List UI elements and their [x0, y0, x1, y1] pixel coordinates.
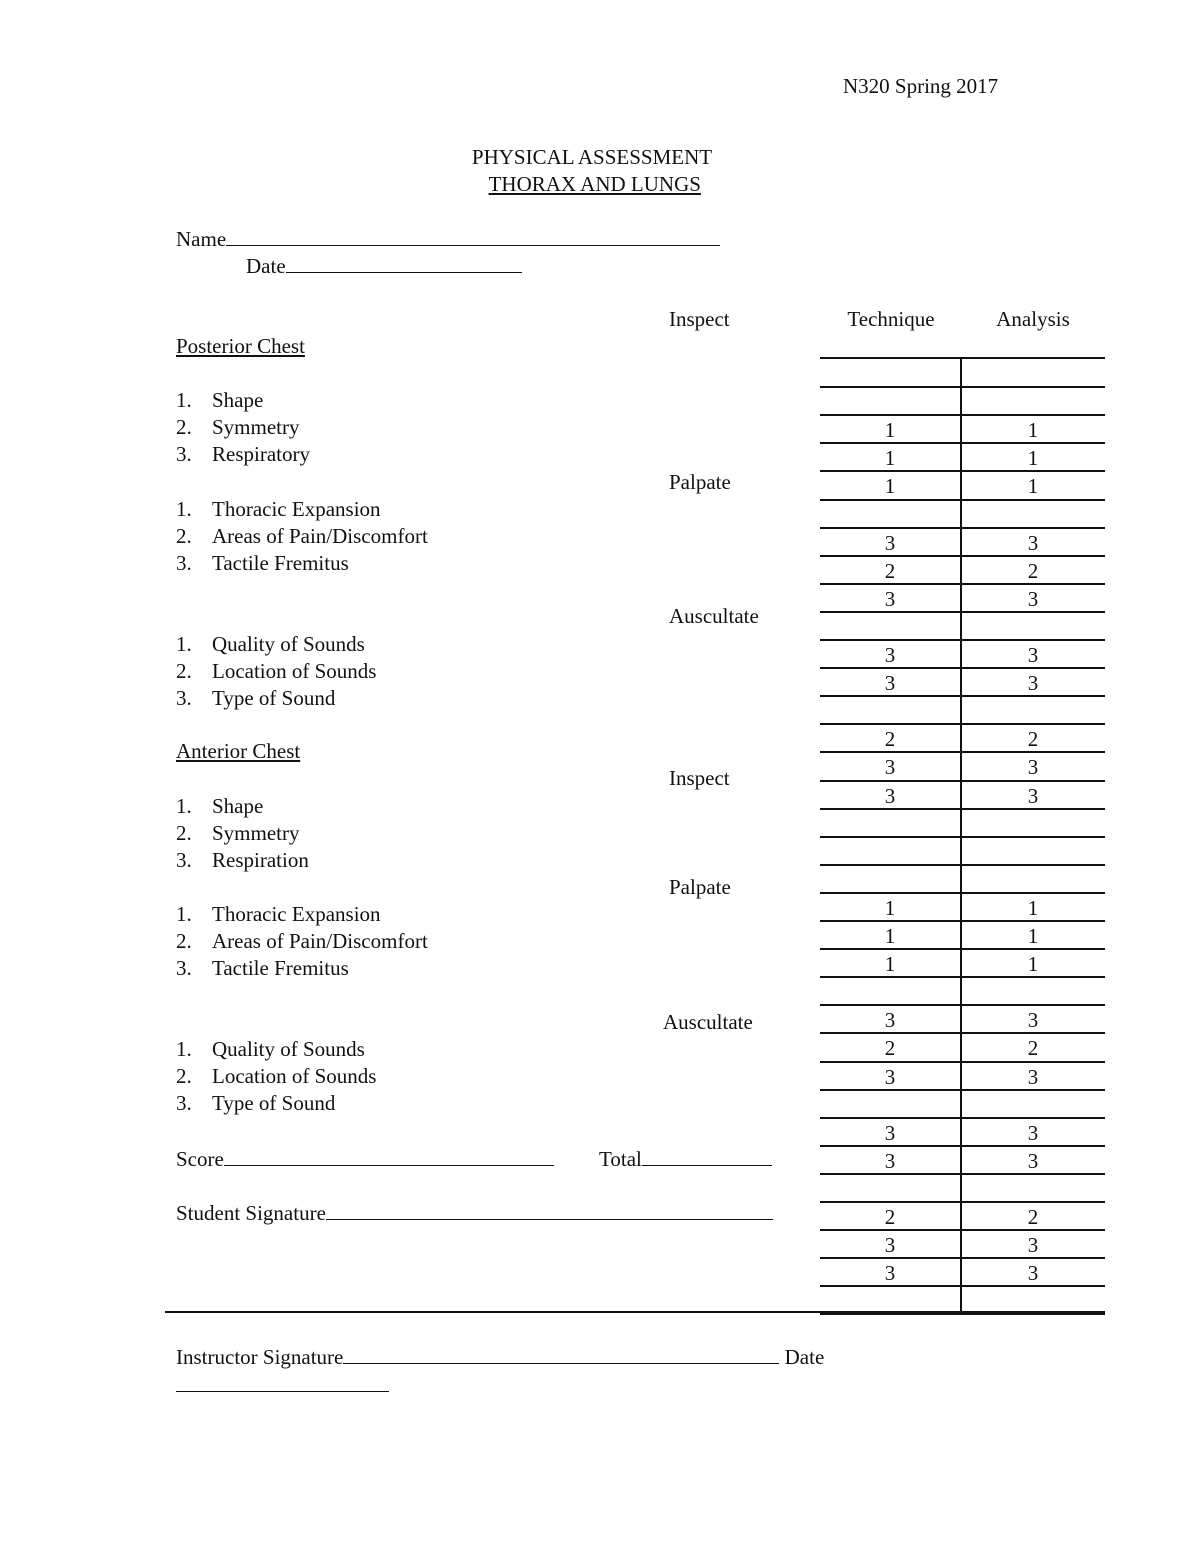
- instructor-date-blank[interactable]: [176, 1371, 389, 1392]
- student-signature-label: Student Signature: [176, 1201, 326, 1225]
- posterior-palpate-label: Palpate: [669, 470, 731, 494]
- grid-row-rule: [820, 527, 1105, 529]
- technique-cell[interactable]: 3: [884, 643, 896, 667]
- grid-row-rule: [820, 808, 1105, 810]
- grid-row-rule: [820, 920, 1105, 922]
- grid-row-rule: [820, 386, 1105, 388]
- grid-row-rule: [820, 499, 1105, 501]
- list-item: 3. Type of Sound: [176, 686, 336, 710]
- anterior-palpate-label: Palpate: [669, 875, 731, 899]
- list-item: 2. Areas of Pain/Discomfort: [176, 524, 428, 548]
- analysis-cell[interactable]: 3: [1027, 755, 1039, 780]
- analysis-cell[interactable]: 2: [1027, 727, 1039, 752]
- technique-cell[interactable]: 1: [884, 952, 896, 977]
- analysis-cell[interactable]: 2: [1027, 1036, 1039, 1061]
- grid-row-rule: [820, 1089, 1105, 1091]
- technique-cell[interactable]: 3: [884, 1008, 896, 1033]
- analysis-cell[interactable]: 3: [1027, 1261, 1039, 1286]
- list-item: 1. Shape: [176, 388, 264, 412]
- technique-cell[interactable]: 3: [884, 671, 896, 696]
- grid-row-rule: [820, 780, 1105, 782]
- name-blank[interactable]: [226, 225, 720, 246]
- analysis-cell[interactable]: 3: [1027, 586, 1039, 611]
- grid-row-rule: [820, 695, 1105, 697]
- grid-row-rule: [820, 892, 1105, 894]
- technique-cell[interactable]: 1: [884, 474, 896, 499]
- date-field[interactable]: [246, 252, 522, 279]
- list-item: 2. Areas of Pain/Discomfort: [176, 929, 428, 953]
- analysis-cell[interactable]: 1: [1027, 952, 1039, 977]
- instructor-signature-field[interactable]: [176, 1343, 824, 1370]
- list-item: 3. Type of Sound: [176, 1091, 336, 1115]
- name-field[interactable]: [176, 225, 720, 252]
- grid-row-rule: [820, 1117, 1105, 1119]
- list-item: 1. Thoracic Expansion: [176, 902, 381, 926]
- posterior-inspect-label: Inspect: [669, 307, 730, 331]
- posterior-heading: Posterior Chest: [176, 334, 305, 358]
- grid-row-rule: [820, 1257, 1105, 1259]
- grid-row-rule: [820, 1229, 1105, 1231]
- list-item: 3. Tactile Fremitus: [176, 551, 349, 575]
- analysis-cell[interactable]: 1: [1027, 474, 1039, 499]
- form-subtitle-text: THORAX AND LUNGS: [488, 172, 701, 196]
- technique-cell[interactable]: 3: [884, 1064, 896, 1089]
- technique-cell[interactable]: 3: [884, 586, 896, 611]
- technique-cell[interactable]: 3: [884, 1148, 896, 1173]
- technique-cell[interactable]: 3: [884, 1120, 896, 1145]
- anterior-auscultate-label: Auscultate: [663, 1010, 753, 1034]
- list-item: 1. Thoracic Expansion: [176, 497, 381, 521]
- technique-cell[interactable]: 2: [884, 1036, 896, 1061]
- technique-cell[interactable]: 3: [884, 783, 896, 808]
- technique-cell[interactable]: 3: [884, 530, 896, 555]
- total-label: Total: [599, 1147, 642, 1171]
- technique-cell[interactable]: 2: [884, 558, 896, 583]
- list-item: 3. Respiration: [176, 848, 309, 872]
- list-item: 2. Symmetry: [176, 415, 300, 439]
- analysis-cell[interactable]: 1: [1027, 924, 1039, 948]
- list-item: 1. Shape: [176, 794, 264, 818]
- analysis-cell[interactable]: 3: [1027, 530, 1039, 555]
- anterior-heading: Anterior Chest: [176, 739, 301, 763]
- list-item: 2. Symmetry: [176, 821, 300, 845]
- grid-row-rule: [820, 1313, 1105, 1315]
- technique-cell[interactable]: 2: [884, 1205, 896, 1229]
- instructor-date-field[interactable]: [176, 1371, 389, 1398]
- grid-row-rule: [820, 555, 1105, 557]
- score-field[interactable]: [176, 1145, 554, 1172]
- analysis-cell[interactable]: 1: [1027, 418, 1039, 443]
- grid-row-rule: [820, 442, 1105, 444]
- grid-row-rule: [820, 723, 1105, 725]
- list-item: 2. Location of Sounds: [176, 659, 377, 683]
- analysis-cell[interactable]: 3: [1027, 1120, 1039, 1145]
- technique-cell[interactable]: 3: [884, 1261, 896, 1286]
- list-item: 1. Quality of Sounds: [176, 1037, 365, 1061]
- technique-cell[interactable]: 2: [884, 727, 896, 752]
- grid-row-rule: [820, 1032, 1105, 1034]
- technique-cell[interactable]: 1: [884, 418, 896, 443]
- list-item: 3. Respiratory: [176, 442, 310, 466]
- grid-row-rule: [820, 639, 1105, 641]
- grid-row-rule: [820, 1145, 1105, 1147]
- grid-row-rule: [820, 1061, 1105, 1063]
- list-item: 1. Quality of Sounds: [176, 632, 365, 656]
- analysis-cell[interactable]: 1: [1027, 895, 1039, 920]
- grid-row-rule: [820, 1201, 1105, 1203]
- technique-cell[interactable]: 1: [884, 895, 896, 920]
- technique-cell[interactable]: 1: [884, 924, 896, 948]
- date-label: Date: [246, 254, 286, 278]
- grid-row-rule: [820, 611, 1105, 613]
- technique-cell[interactable]: 3: [884, 755, 896, 780]
- form-subtitle: [0, 171, 1200, 197]
- analysis-cell[interactable]: 3: [1027, 643, 1039, 667]
- analysis-cell[interactable]: 2: [1027, 1205, 1039, 1229]
- analysis-cell[interactable]: 3: [1027, 1148, 1039, 1173]
- list-item: 3. Tactile Fremitus: [176, 956, 349, 980]
- grid-row-rule: [820, 414, 1105, 416]
- grid-row-rule: [820, 751, 1105, 753]
- form-title: PHYSICAL ASSESSMENT: [471, 145, 713, 169]
- grid-row-rule: [820, 470, 1105, 472]
- instructor-date-label: Date: [784, 1345, 825, 1369]
- instructor-signature-label: Instructor Signature: [176, 1345, 344, 1369]
- grid-row-rule: [820, 948, 1105, 950]
- grid-row-rule: [820, 583, 1105, 585]
- page-divider: [165, 1311, 1105, 1313]
- list-item: 2. Location of Sounds: [176, 1064, 377, 1088]
- technique-header: Technique: [847, 307, 935, 331]
- grid-row-rule: [820, 976, 1105, 978]
- student-signature-blank[interactable]: [326, 1199, 773, 1220]
- analysis-cell[interactable]: 3: [1027, 1008, 1039, 1033]
- course-label: N320 Spring 2017: [843, 74, 999, 98]
- analysis-cell[interactable]: 3: [1027, 1064, 1039, 1089]
- analysis-cell[interactable]: 3: [1027, 783, 1039, 808]
- student-signature-field[interactable]: [176, 1199, 773, 1226]
- anterior-inspect-label: Inspect: [669, 766, 730, 790]
- posterior-auscultate-label: Auscultate: [669, 604, 759, 628]
- grid-row-rule: [820, 1173, 1105, 1175]
- grid-row-rule: [820, 836, 1105, 838]
- technique-cell[interactable]: 3: [884, 1233, 896, 1258]
- grid-row-rule: [820, 1285, 1105, 1287]
- total-blank[interactable]: [642, 1145, 772, 1166]
- score-label: Score: [176, 1147, 224, 1171]
- total-field[interactable]: [599, 1145, 772, 1172]
- analysis-cell[interactable]: 2: [1027, 558, 1039, 583]
- instructor-signature-blank[interactable]: [343, 1343, 779, 1364]
- grid-row-rule: [820, 667, 1105, 669]
- analysis-cell[interactable]: 1: [1027, 446, 1039, 471]
- analysis-header: Analysis: [996, 307, 1070, 331]
- grid-row-rule: [820, 864, 1105, 866]
- analysis-cell[interactable]: 3: [1027, 1233, 1039, 1258]
- grid-row-rule: [820, 1004, 1105, 1006]
- score-blank[interactable]: [224, 1145, 554, 1166]
- technique-cell[interactable]: 1: [884, 446, 896, 471]
- name-label: Name: [176, 227, 227, 251]
- grid-top-rule: [820, 357, 1105, 359]
- date-blank[interactable]: [286, 252, 522, 273]
- analysis-cell[interactable]: 3: [1027, 671, 1039, 696]
